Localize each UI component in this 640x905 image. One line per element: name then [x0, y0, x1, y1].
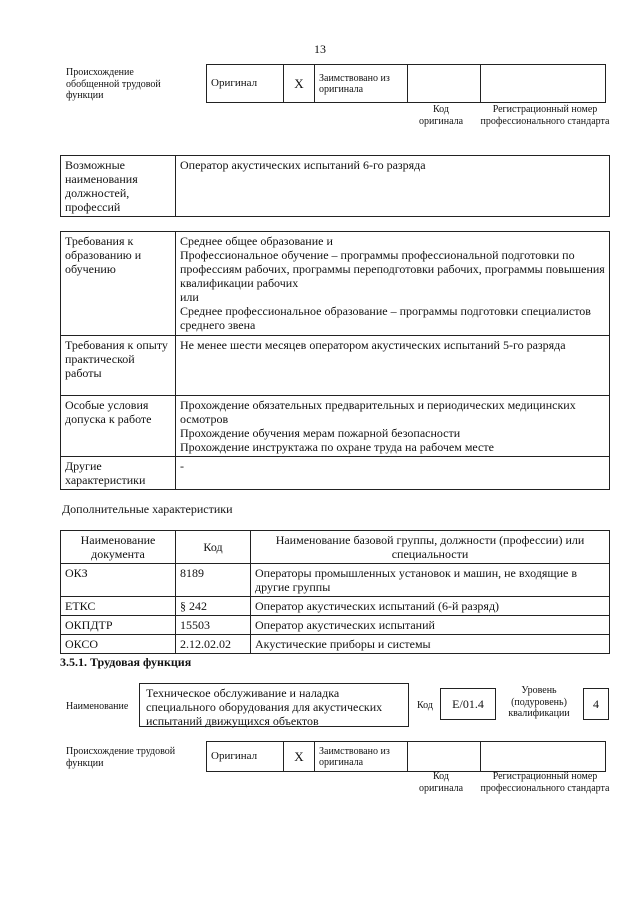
additional-title: Дополнительные характеристики — [62, 502, 233, 516]
req-education-line: или — [180, 290, 199, 304]
table-cell: ЕТКС — [61, 597, 176, 616]
req-experience-line: Не менее шести месяцев оператором акустических испытаний 5-го разряда — [180, 338, 566, 352]
table-cell: Операторы промышленных установок и машин, не входящие в другие группы — [251, 564, 610, 597]
positions-value: Оператор акустических испытаний 6-го разряда — [176, 156, 610, 217]
origin-bottom-code-caption: Код оригинала — [418, 771, 464, 794]
additional-table — [60, 530, 610, 654]
positions-table — [60, 155, 610, 217]
origin-code-cell — [408, 65, 481, 103]
table-cell: Оператор акустических испытаний — [251, 616, 610, 635]
function-name-value: Техническое обслуживание и наладка специального оборудования для акустических испытаний движущихся объектов — [139, 683, 409, 727]
origin-code-caption: Код оригинала — [418, 104, 464, 127]
req-other-label: Другие характеристики — [61, 457, 176, 490]
req-conditions-label: Особые условия допуска к работе — [61, 396, 176, 457]
table-cell: ОКПДТР — [61, 616, 176, 635]
requirements-table — [60, 231, 610, 490]
origin-mark-cell: X — [284, 65, 315, 103]
table-cell: 8189 — [176, 564, 251, 597]
req-education-line: Среднее профессиональное образование – программы подготовки специалистов среднего звена — [180, 304, 591, 332]
origin-bottom-code-cell — [408, 742, 481, 772]
table-cell: 2.12.02.02 — [176, 635, 251, 654]
origin-label: Происхождение обобщенной трудовой функции — [66, 67, 161, 101]
origin-reg-cell — [481, 65, 606, 103]
origin-bottom-reg-caption: Регистрационный номер профессионального стандарта — [480, 771, 610, 794]
additional-header: Наименование документа — [61, 531, 176, 564]
function-level-label: Уровень (подуровень) квалификации — [508, 685, 570, 719]
page-number: 13 — [314, 42, 326, 56]
req-other-line: - — [180, 459, 184, 473]
req-education-line: Среднее общее образование и — [180, 234, 333, 248]
req-conditions-line: Прохождение обязательных предварительных и периодических медицинских осмотров — [180, 398, 576, 426]
req-experience-label: Требования к опыту практической работы — [61, 336, 176, 396]
origin-bottom-reg-cell — [481, 742, 606, 772]
origin-bottom-mark-cell: X — [284, 742, 315, 772]
table-row — [61, 635, 610, 654]
table-cell: 15503 — [176, 616, 251, 635]
origin-borrowed-cell: Заимствовано из оригинала — [315, 65, 408, 103]
table-row — [61, 597, 610, 616]
req-education-label: Требования к образованию и обучению — [61, 232, 176, 336]
positions-label: Возможные наименования должностей, профессий — [61, 156, 176, 217]
table-cell: ОКЗ — [61, 564, 176, 597]
req-conditions-line: Прохождение обучения мерам пожарной безопасности — [180, 426, 461, 440]
table-row — [61, 616, 610, 635]
table-cell: § 242 — [176, 597, 251, 616]
additional-header: Наименование базовой группы, должности (профессии) или специальности — [251, 531, 610, 564]
additional-header: Код — [176, 531, 251, 564]
table-row — [61, 564, 610, 597]
table-cell: Акустические приборы и системы — [251, 635, 610, 654]
function-heading: 3.5.1. Трудовая функция — [60, 655, 192, 669]
function-code-value: E/01.4 — [440, 688, 496, 720]
function-name-label: Наименование — [66, 701, 129, 712]
table-cell: ОКСО — [61, 635, 176, 654]
origin-bottom-grid — [206, 741, 606, 772]
origin-bottom-original-cell: Оригинал — [207, 742, 284, 772]
origin-grid — [206, 64, 606, 103]
function-code-label: Код — [417, 700, 433, 711]
origin-original-cell: Оригинал — [207, 65, 284, 103]
req-education-line: Профессиональное обучение – программы профессиональной подготовки по профессиям рабочих, программы переподготовки рабочих, программы повышения квалификации рабочих — [180, 248, 605, 290]
function-level-value: 4 — [583, 688, 609, 720]
origin-bottom-borrowed-cell: Заимствовано из оригинала — [315, 742, 408, 772]
table-cell: Оператор акустических испытаний (6-й разряд) — [251, 597, 610, 616]
origin-reg-caption: Регистрационный номер профессионального стандарта — [480, 104, 610, 127]
origin-bottom-label: Происхождение трудовой функции — [66, 746, 176, 769]
req-conditions-line: Прохождение инструктажа по охране труда на рабочем месте — [180, 440, 494, 454]
